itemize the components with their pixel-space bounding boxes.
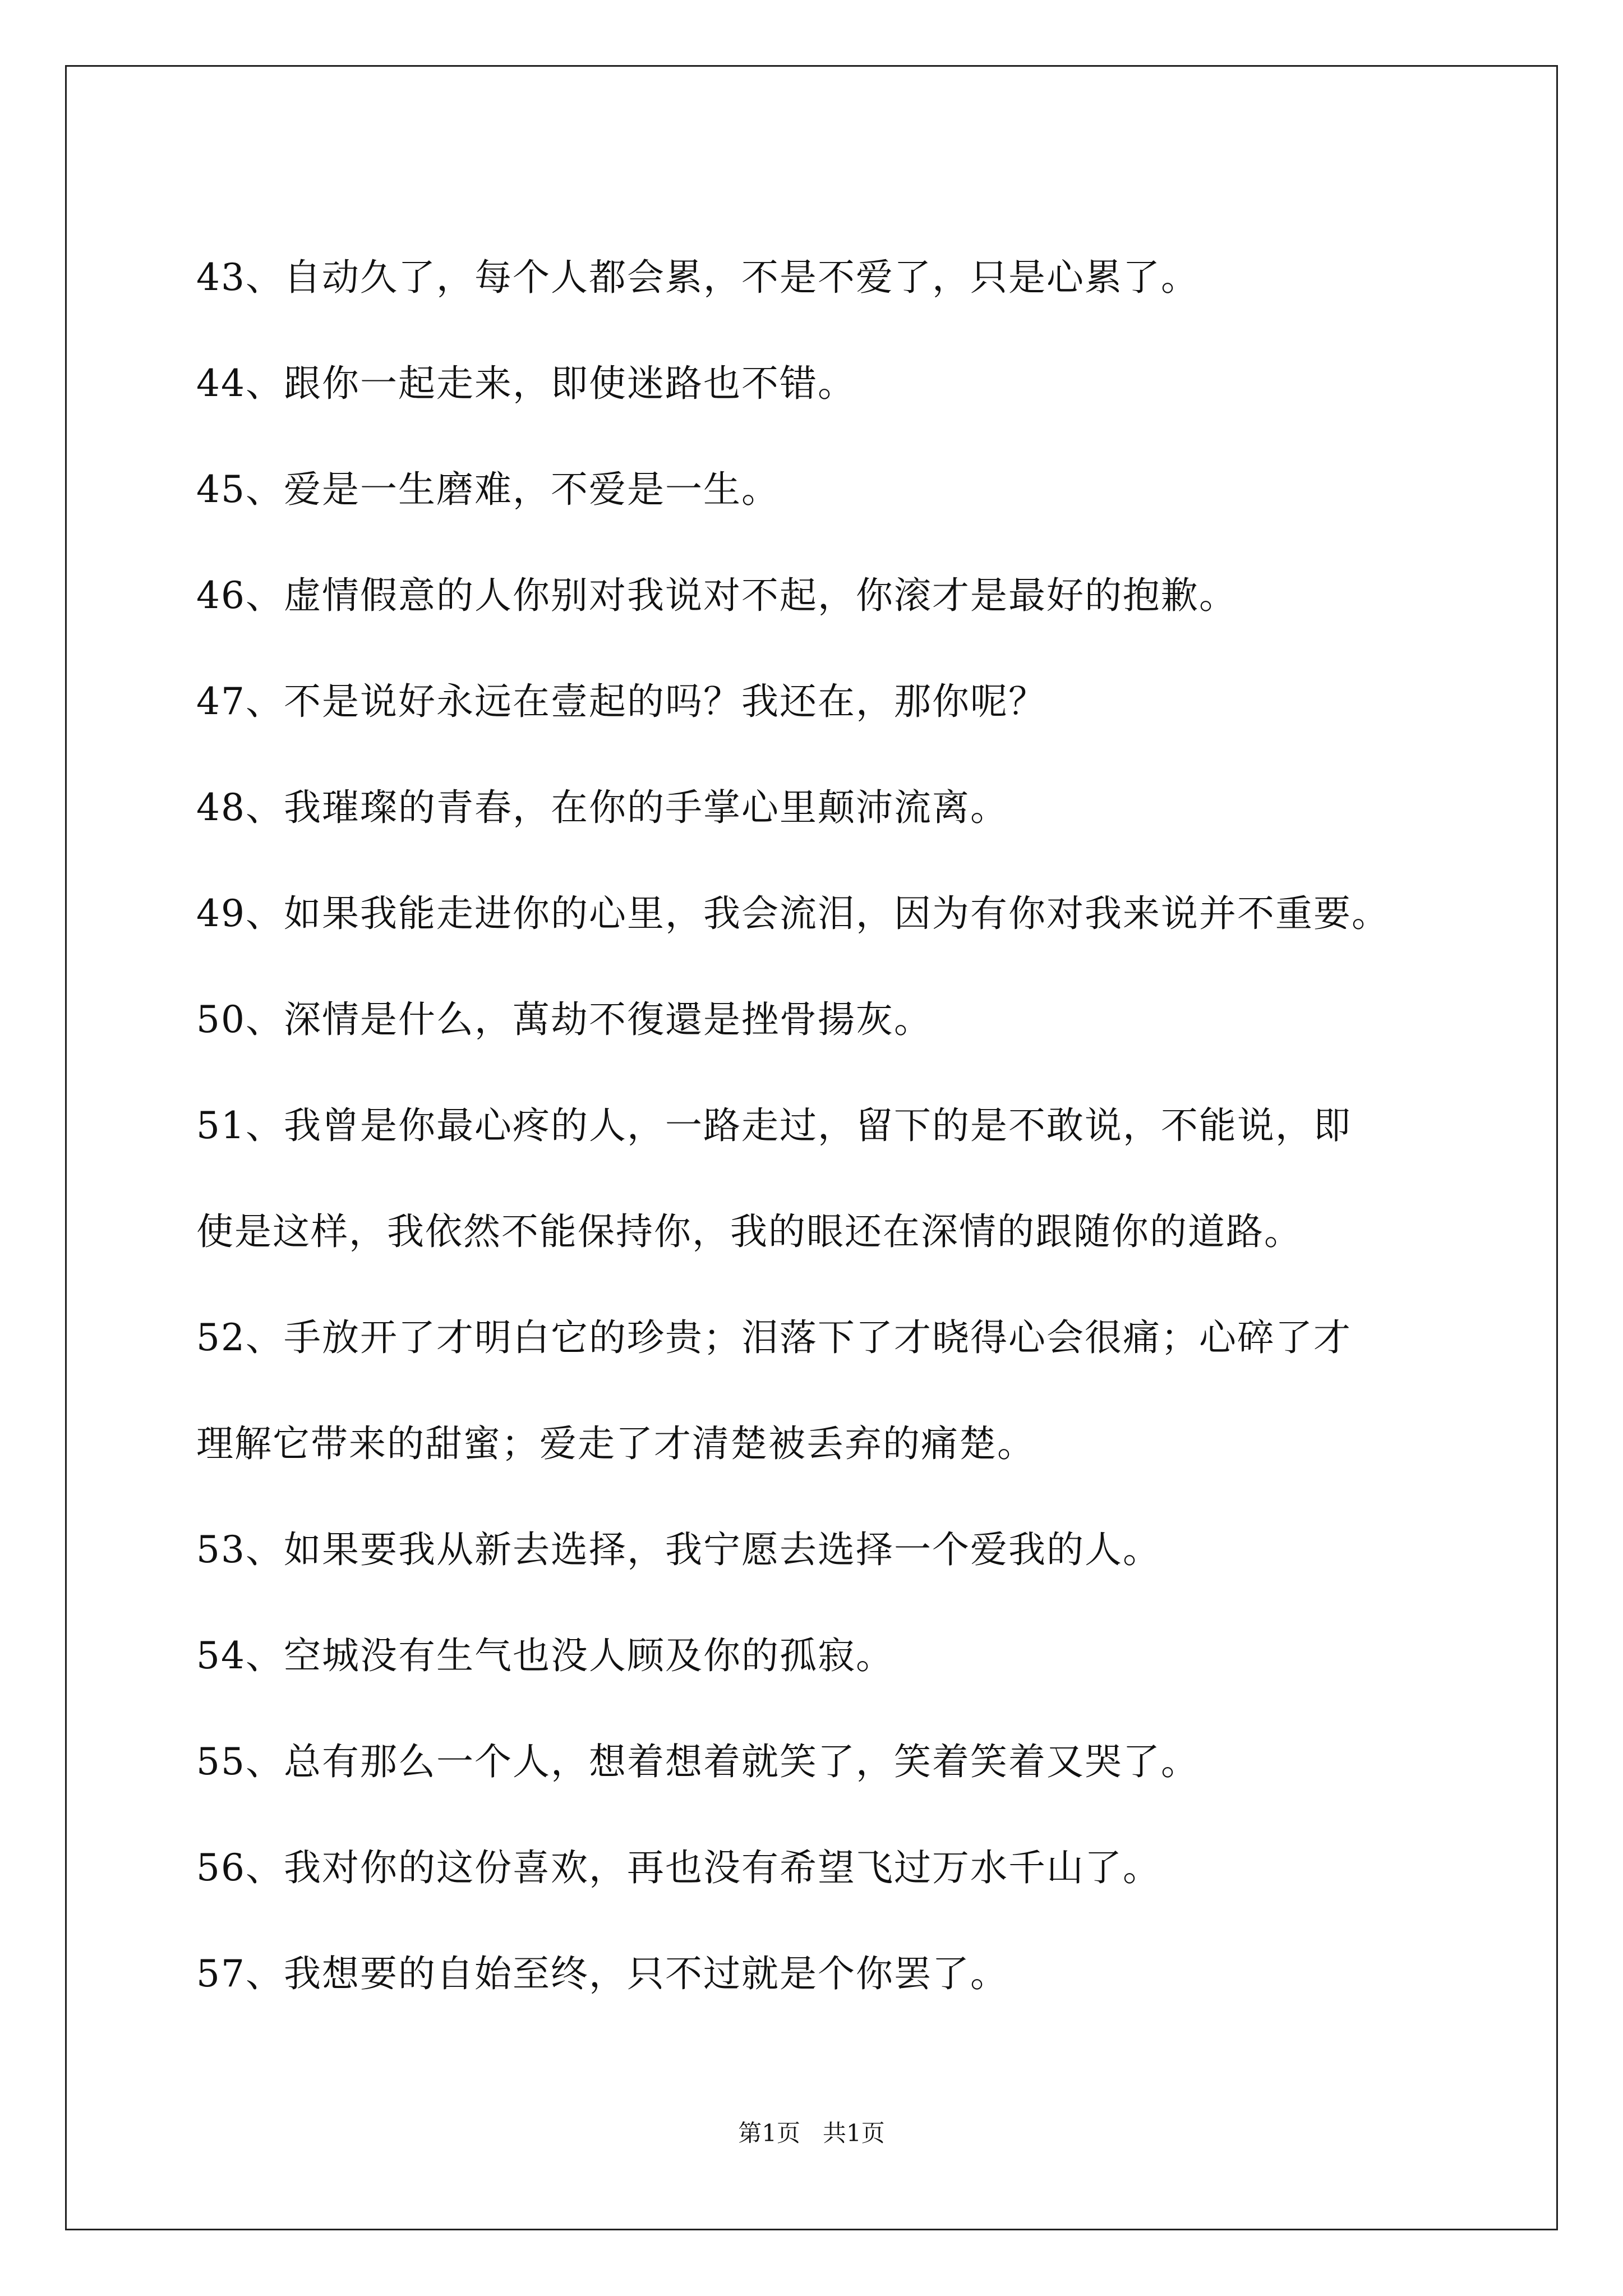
text-line: 使是这样，我依然不能保持你，我的眼还在深情的跟随你的道路。: [196, 1210, 1302, 1253]
text-line: 52、手放开了才明白它的珍贵；泪落下了才晓得心会很痛；心碎了才: [196, 1316, 1352, 1359]
text-line: 54、空城没有生气也没人顾及你的孤寂。: [196, 1634, 894, 1677]
text-line: 48、我璀璨的青春，在你的手掌心里颠沛流离。: [196, 786, 1008, 829]
text-line: 53、如果要我从新去选择，我宁愿去选择一个爱我的人。: [196, 1528, 1161, 1571]
text-line: 理解它带来的甜蜜；爱走了才清楚被丢弃的痛楚。: [196, 1422, 1035, 1465]
text-line: 50、深情是什么，萬劫不復還是挫骨揚灰。: [196, 998, 932, 1041]
page-footer: 第1页 共1页: [738, 2119, 885, 2147]
text-line: 45、爱是一生磨难，不爱是一生。: [196, 468, 780, 511]
text-line: 47、不是说好永远在壹起的吗？我还在，那你呢？: [196, 680, 1046, 723]
text-line: 44、跟你一起走来，即使迷路也不错。: [196, 362, 856, 405]
text-line: 43、自动久了，每个人都会累，不是不爱了，只是心累了。: [196, 256, 1199, 299]
text-line: 49、如果我能走进你的心里，我会流泪，因为有你对我来说并不重要。: [196, 892, 1390, 935]
document-body: [196, 224, 1486, 2027]
text-line: 51、我曾是你最心疼的人，一路走过，留下的是不敢说，不能说，即: [196, 1104, 1352, 1147]
text-line: 56、我对你的这份喜欢，再也没有希望飞过万水千山了。: [196, 1846, 1161, 1889]
text-line: 55、总有那么一个人，想着想着就笑了，笑着笑着又哭了。: [196, 1740, 1199, 1783]
text-line: 57、我想要的自始至终，只不过就是个你罢了。: [196, 1952, 1008, 1995]
text-line: 46、虚情假意的人你别对我说对不起，你滚才是最好的抱歉。: [196, 574, 1237, 617]
